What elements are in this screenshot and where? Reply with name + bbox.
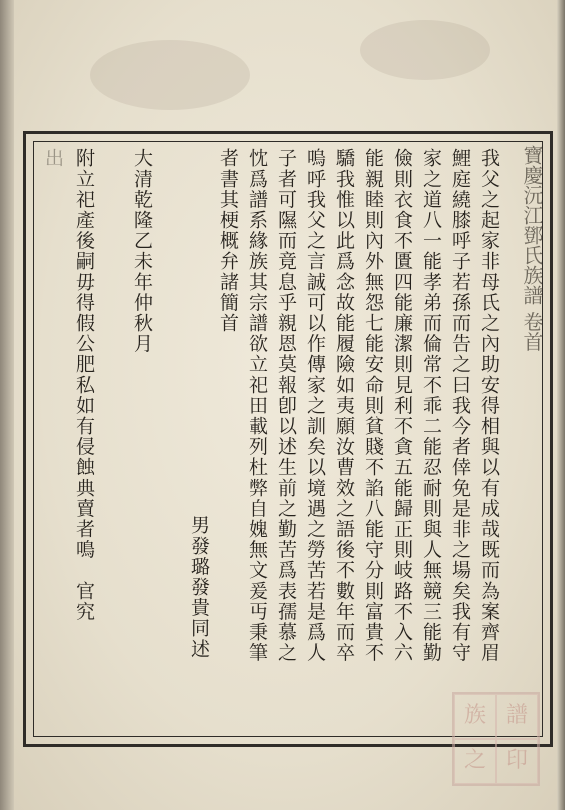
book-spine bbox=[0, 0, 14, 810]
text-column-6: 驕我惟以此爲念故能履險如夷願汝曹效之語後不數年而卒 bbox=[333, 148, 355, 663]
date-line: 大清乾隆乙未年仲秋月 bbox=[131, 148, 153, 354]
text-column-8: 子者可隰而竟息乎親恩莫報卽以述生前之勤苦爲表孺慕之 bbox=[275, 148, 297, 663]
appendix-note: 附立祀產後嗣毋得假公肥私如有侵蝕典賣者鳴 官究 bbox=[73, 148, 95, 622]
text-column-2: 鯉庭繞膝呼子若孫而告之曰我今者倖免是非之場矣我有守 bbox=[449, 148, 471, 663]
text-column-4: 儉則衣食不匱四能廉潔則見利不貪五能歸正則岐路不入六 bbox=[391, 148, 413, 663]
seal-stamp: 族 譜 之 印 bbox=[452, 692, 540, 786]
paper-stain bbox=[90, 40, 250, 110]
text-column-7: 嗚呼我父之言誠可以作傳家之訓矣以境遇之勞苦若是爲人 bbox=[304, 148, 326, 663]
bleed-through-char: 出 bbox=[42, 148, 64, 169]
text-column-3: 家之道八一能孝弟而倫常不乖二能忍耐則與人無競三能勤 bbox=[420, 148, 442, 663]
text-column-10: 者書其梗概弁諸簡首 bbox=[217, 148, 239, 334]
text-column-1: 我父之起家非母氏之內助安得相與以有成哉既而為案齊眉 bbox=[478, 148, 500, 663]
signature-line: 男發璐發貴同述 bbox=[188, 515, 210, 660]
text-column-9: 忱爲譜系緣族其宗譜欲立祀田載列杜弊自媿無文爰丏秉筆 bbox=[246, 148, 268, 663]
page-header-title: 寶慶沅江鄧氏族譜 卷首 bbox=[520, 145, 544, 352]
paper-stain bbox=[360, 20, 490, 80]
page-edge bbox=[557, 0, 565, 810]
text-column-5: 能親睦則內外無怨七能安命則貧賤不諂八能守分則富貴不 bbox=[362, 148, 384, 663]
